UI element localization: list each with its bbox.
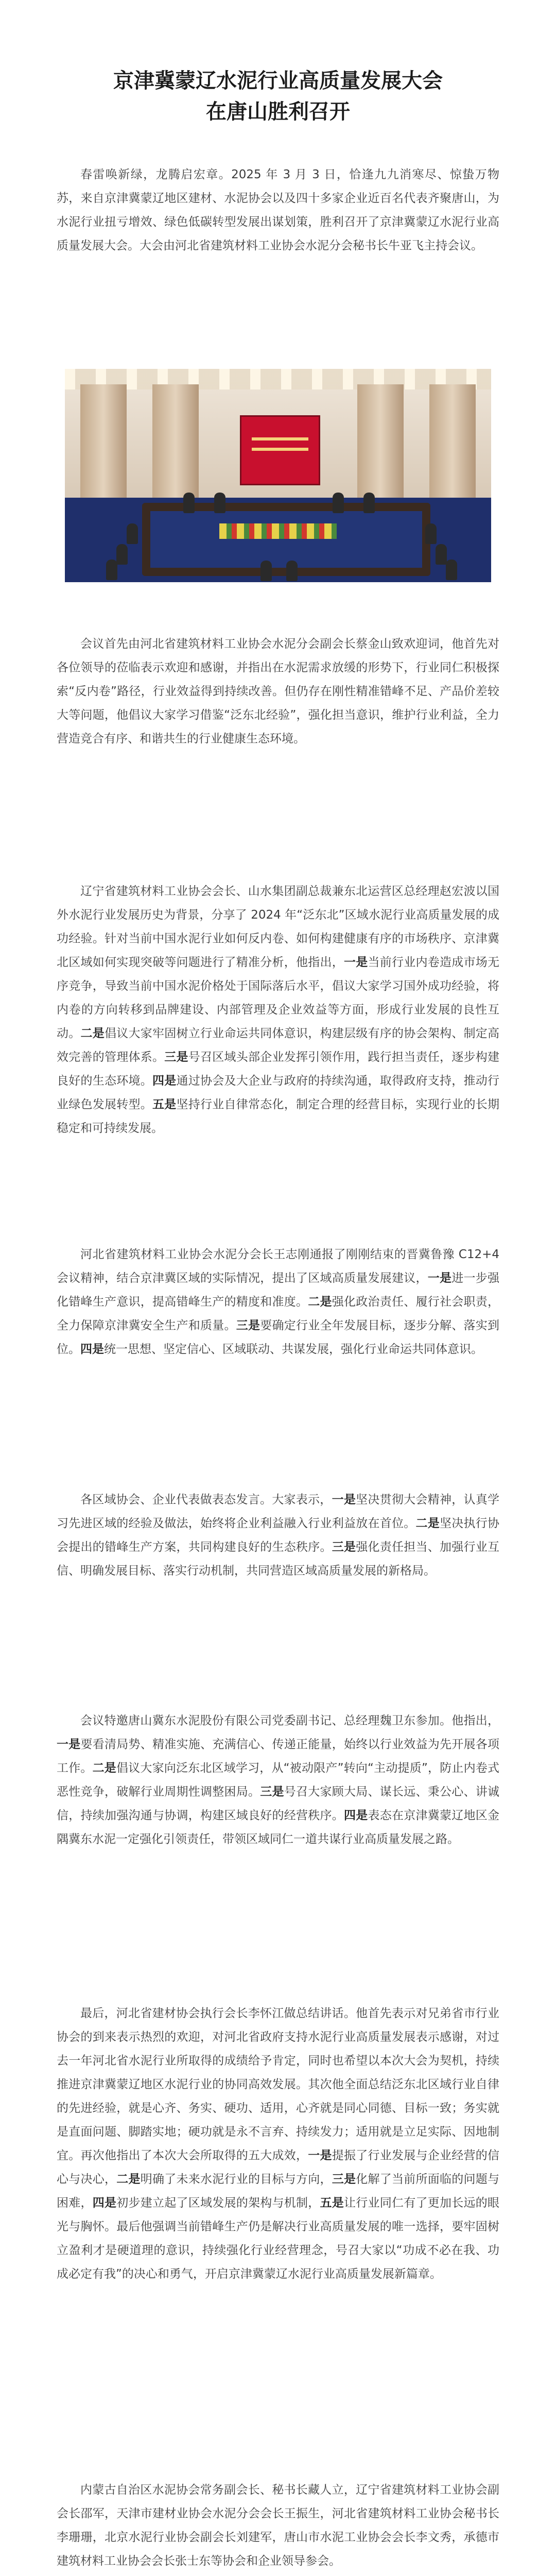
paragraph-text: 辽宁省建筑材料工业协会会长、山水集团副总裁兼东北运营区总经理赵宏波以国外水泥行业发展历史为背景，分享了 2024 年“泛东北”区域水泥行业高质量发展的成功经验。针对当前中国水泥行业如何反内卷、如何构建健康有序的市场秩序、京津冀北区域如何实现突破等问题进行了精准分析，他指出， [57, 885, 499, 969]
emphasis-marker: 三是 [236, 1319, 260, 1332]
photo-person [425, 523, 437, 544]
emphasis-marker: 二是 [308, 1295, 332, 1309]
emphasis-marker: 二是 [116, 2173, 141, 2186]
paragraph-text: 会议特邀唐山冀东水泥股份有限公司党委副书记、总经理魏卫东参加。他指出， [80, 1714, 499, 1727]
paragraph-text: 号召区域头部企业发挥引领作用，践行担当责任，逐步构建良好的生态环境。 [57, 1050, 499, 1088]
paragraph-text: 强化责任担当、加强行业互信、明确发展目标、落实行动机制，共同营造区域高质量发展的新格局。 [57, 1540, 499, 1578]
emphasis-marker: 一是 [427, 1272, 452, 1285]
paragraph-text: 坚持行业自律常态化，制定合理的经营目标，实现行业的长期稳定和可持续发展。 [57, 1098, 499, 1135]
photo-person [260, 561, 272, 581]
photo-person [127, 523, 138, 544]
photo-banner-screen [240, 415, 320, 485]
paragraph-text: 统一思想、坚定信心、区域联动、共谋发展，强化行业命运共同体意识。 [104, 1343, 483, 1356]
paragraph-text: 提振了行业发展与企业经营的信心与决心， [57, 2149, 499, 2186]
paragraph-wei [57, 1709, 499, 1851]
photo-person [333, 493, 344, 513]
paragraph-representatives [57, 1488, 499, 1583]
paragraph-text: 号召大家顾大局、谋长远、秉公心、讲诚信，持续加强沟通与协调，构建区域良好的经营秩序。 [57, 1785, 499, 1822]
intro-paragraph [57, 163, 499, 258]
photo-person [214, 493, 225, 513]
attendees-text: 内蒙古自治区水泥协会常务副会长、秘书长藏人立，辽宁省建筑材料工业协会副会长邵军，天津市建材业协会水泥分会会长王振生，河北省建筑材料工业协会秘书长李珊珊，北京水泥行业协会副会长刘建军，唐山市水泥工业协会会长李文秀，承德市建筑材料工业协会会长张士东等协会和企业领导参会。 [57, 2483, 499, 2568]
emphasis-marker: 三是 [164, 1050, 188, 1064]
paragraph-text: 强化政治责任、履行社会职责，全力保障京津冀安全生产和质量。 [57, 1295, 499, 1332]
paragraph-text: 表态在京津冀蒙辽地区金隅冀东水泥一定强化引领责任，带领区域同仁一道共谋行业高质量发展之路。 [57, 1809, 499, 1846]
emphasis-marker: 一是 [344, 956, 368, 969]
emphasis-marker: 一是 [57, 1738, 81, 1751]
paragraph-text: 进一步强化错峰生产意识，提高错峰生产的精度和准度。 [57, 1272, 499, 1309]
emphasis-marker: 二是 [415, 1517, 440, 1530]
paragraph-text: 各区域协会、企业代表做表态发言。大家表示， [80, 1493, 332, 1506]
paragraph-text: 让行业同仁有了更加长远的眼光与胸怀。最后他强调当前错峰生产仍是解决行业高质量发展的唯一选择，要牢固树立盈利才是硬道理的意识，持续强化行业经营理念，号召大家以“功成不必在我、功成必定有我”的决心和勇气，开启京津冀蒙辽水泥行业高质量发展新篇章。 [57, 2196, 499, 2281]
paragraph-text: 当前行业内卷造成市场无序竞争，导致当前中国水泥价格处于国际落后水平，倡议大家学习国外成功经验，将内卷的方向转移到品牌建设、内部管理及企业效益等方面，形成行业发展的良性互动。 [57, 956, 499, 1040]
emphasis-marker: 四是 [92, 2196, 117, 2210]
paragraph-text: 倡议大家向泛东北区域学习，从“被动限产”转向“主动提质”，防止内卷式恶性竞争，破解行业周期性调整困局。 [57, 1761, 500, 1799]
paragraph-zhao [57, 879, 499, 1140]
paragraph-welcome [57, 632, 499, 751]
photo-person [436, 544, 447, 565]
emphasis-marker: 四是 [80, 1343, 104, 1356]
article-title-line2: 在唐山胜利召开 [206, 100, 350, 124]
photo-person [183, 493, 195, 513]
photo-person [363, 493, 375, 513]
paragraph-text: 要看清局势、精准实施、充满信心、传递正能量，始终以行业效益为先开展各项工作。 [57, 1738, 499, 1775]
emphasis-marker: 四是 [344, 1809, 368, 1822]
emphasis-marker: 三是 [332, 1540, 356, 1554]
paragraph-text: 通过协会及大企业与政府的持续沟通，取得政府支持，推动行业绿色发展转型。 [57, 1074, 499, 1111]
paragraph-li [57, 2002, 499, 2286]
paragraph-wang [57, 1243, 499, 1361]
photo-ceiling [65, 369, 491, 389]
emphasis-marker: 三是 [332, 2173, 356, 2186]
emphasis-marker: 五是 [152, 1098, 177, 1111]
paragraph-text: 明确了未来水泥行业的目标与方向， [140, 2173, 332, 2186]
conference-photo [65, 369, 491, 582]
paragraph-text: 化解了当前所面临的问题与困难， [57, 2173, 499, 2210]
photo-person [106, 560, 117, 580]
emphasis-marker: 五是 [320, 2196, 344, 2210]
photo-flowers [219, 523, 337, 539]
emphasis-marker: 二是 [80, 1027, 105, 1040]
article-title-line1: 京津冀蒙辽水泥行业高质量发展大会 [113, 69, 443, 93]
photo-person [116, 544, 128, 565]
paragraph-text: 坚决贯彻大会精神，认真学习先进区域的经验及做法，始终将企业利益融入行业利益放在首位。 [57, 1493, 500, 1530]
photo-person [286, 561, 298, 581]
paragraph-attendees [57, 2478, 499, 2573]
emphasis-marker: 一是 [308, 2149, 332, 2162]
paragraph-text: 初步建立起了区域发展的架构与机制， [116, 2196, 320, 2210]
paragraph-text: 坚决执行协会提出的错峰生产方案，共同构建良好的生态秩序。 [57, 1517, 499, 1554]
welcome-text: 会议首先由河北省建筑材料工业协会水泥分会副会长蔡金山致欢迎词，他首先对各位领导的莅临表示欢迎和感谢，并指出在水泥需求放缓的形势下，行业同仁积极探索“反内卷”路径，行业效益得到持续改善。但仍存在刚性精准错峰不足、产品价差较大等问题，他倡议大家学习借鉴“泛东北经验”，强化担当意识，维护行业利益，全力营造竞合有序、和谐共生的行业健康生态环境。 [57, 637, 499, 745]
paragraph-text: 要确定行业全年发展目标，逐步分解、落实到位。 [57, 1319, 499, 1356]
emphasis-marker: 一是 [332, 1493, 356, 1506]
paragraph-text: 最后，河北省建材协会执行会长李怀江做总结讲话。他首先表示对兄弟省市行业协会的到来表示热烈的欢迎，对河北省政府支持水泥行业高质量发展表示感谢，对过去一年河北省水泥行业所取得的成绩给予肯定，同时也希望以本次大会为契机，持续推进京津冀蒙辽地区水泥行业的协同高效发展。其次他全面总结泛东北区域行业自律的先进经验，就是心齐、务实、硬功、适用，心齐就是同心同德、目标一致；务实就是直面问题、脚踏实地；硬功就是永不言弃、持续发力；适用就是立足实际、因地制宜。再次他指出了本次大会所取得的五大成效， [57, 2007, 499, 2162]
paragraph-text: 河北省建筑材料工业协会水泥分会长王志刚通报了刚刚结束的晋冀鲁豫 C12+4 会议精神，结合京津冀区域的实际情况，提出了区域高质量发展建议， [57, 1248, 499, 1285]
emphasis-marker: 四是 [152, 1074, 177, 1088]
photo-person [446, 560, 457, 580]
intro-text: 春雷唤新绿，龙腾启宏章。2025 年 3 月 3 日，恰逢九九消寒尽、惊蛰万物苏，来自京津冀蒙辽地区建材、水泥协会以及四十多家企业近百名代表齐聚唐山，为水泥行业扭亏增效、绿色低碳转型发展出谋划策，胜利召开了京津冀蒙辽水泥行业高质量发展大会。大会由河北省建筑材料工业协会水泥分会秘书长牛亚飞主持会议。 [57, 168, 499, 252]
emphasis-marker: 三是 [260, 1785, 284, 1799]
paragraph-text: 倡议大家牢固树立行业命运共同体意识，构建层级有序的协会架构、制定高效完善的管理体系。 [57, 1027, 499, 1064]
emphasis-marker: 二是 [92, 1761, 116, 1775]
